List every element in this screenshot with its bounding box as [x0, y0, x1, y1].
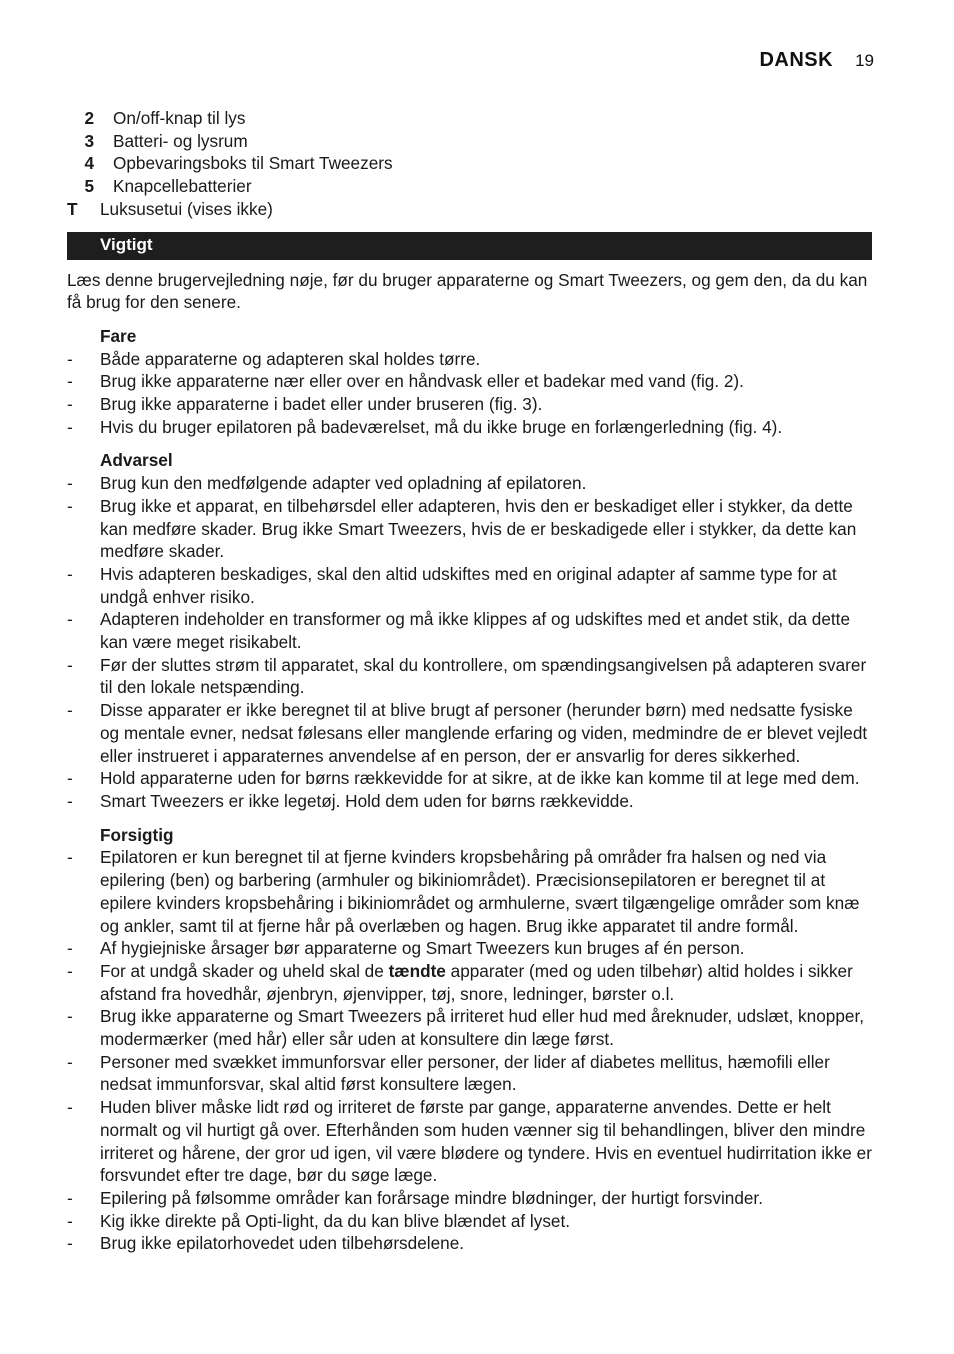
list-item: - Huden bliver måske lidt rød og irriteret de første par gange, apparaterne anvendes. Dette er helt normalt og vil hurtigt gå over. Efterhånden som huden vænner sig til behandlingen, bliver den mindre irriteret og hårene, der gror ud igen, vil være blødere og tyndere. Hvis en eventuel hudirritation ikke er forsvundet efter tre dage, bør du søge læge.	[67, 1097, 872, 1186]
list-item-text: Før der sluttes strøm til apparatet, skal du kontrollere, om spændingsangivelsen på adapteren svarer til den lokale netspænding.	[100, 654, 867, 698]
list-item: - Brug ikke apparaterne og Smart Tweezers på irriteret hud eller hud med åreknuder, udslæt, knopper, modermærker (med hår) eller sår uden at konsultere din læge først.	[67, 1005, 872, 1050]
list-item: - Adapteren indeholder en transformer og må ikke klippes af og udskiftes med et andet stik, da dette kan være meget risikabelt.	[67, 608, 872, 653]
legend-number: 3	[84, 130, 94, 151]
list-item-text: Huden bliver måske lidt rød og irriteret de første par gange, apparaterne anvendes. Dette er helt normalt og vil hurtigt gå over. Efterhånden som huden vænner sig til behandlingen, bliver den mindre irriteret og hårene, der gror ud igen, vil være blødere og tyndere. Hvis en eventuel hudirritation ikke er forsvundet efter tre dage, bør du søge læge.	[100, 1097, 872, 1186]
list-item: - Brug kun den medfølgende adapter ved opladning af epilatoren.	[67, 472, 872, 495]
list-item-text: Hvis adapteren beskadiges, skal den altid udskiftes med en original adapter af samme type for at undgå enhver risiko.	[100, 563, 837, 607]
page-header	[759, 49, 874, 72]
list-item-text: Brug ikke epilatorhovedet uden tilbehørsdelene.	[100, 1233, 465, 1254]
language-label: DANSK	[759, 49, 834, 71]
list-item-text: Hvis du bruger epilatoren på badeværelset, må du ikke bruge en forlængerledning (fig. 4).	[100, 416, 783, 437]
list-item-text: Brug kun den medfølgende adapter ved opladning af epilatoren.	[100, 473, 587, 494]
list-item: - Af hygiejniske årsager bør apparaterne og Smart Tweezers kun bruges af én person.	[67, 937, 872, 960]
fare-heading: Fare	[100, 325, 137, 346]
list-item-text: Adapteren indeholder en transformer og må ikke klippes af og udskiftes med et andet stik, da dette kan være meget risikabelt.	[100, 609, 850, 653]
intro-paragraph: Læs denne brugervejledning nøje, før du bruger apparaterne og Smart Tweezers, og gem den, da du kan få brug for den senere.	[67, 269, 868, 313]
list-item: - Brug ikke apparaterne i badet eller under bruseren (fig. 3).	[67, 393, 872, 416]
list-item-text: Hold apparaterne uden for børns rækkevidde for at sikre, at de ikke kan komme til at lege med dem.	[100, 768, 860, 789]
legend-number: T	[67, 198, 78, 219]
page-content	[67, 107, 872, 1255]
page-number: 19	[855, 51, 874, 70]
list-item-text: Brug ikke apparaterne i badet eller under bruseren (fig. 3).	[100, 394, 543, 415]
list-item-text: Brug ikke apparaterne nær eller over en håndvask eller et badekar med vand (fig. 2).	[100, 371, 744, 392]
list-item: - Hold apparaterne uden for børns rækkevidde for at sikre, at de ikke kan komme til at lege med dem.	[67, 767, 872, 790]
advarsel-heading: Advarsel	[100, 450, 173, 471]
list-item-text: Epilatoren er kun beregnet til at fjerne kvinders kropsbehåring på områder fra halsen og ned via epilering (ben) og barbering (armhuler og bikiniområdet). Præcisionsepilatoren er beregnet til at epilere kvinders kropsbehåring i bikiniområdet og armhulerne, svært tilgængelige områder som knæ og ankler, samt til at fjerne hår på overlæben og hagen. Brug ikke apparatet til andre formål.	[100, 847, 860, 936]
list-item: - Hvis du bruger epilatoren på badeværelset, må du ikke bruge en forlængerledning (fig. 4).	[67, 416, 872, 439]
list-item: - Hvis adapteren beskadiges, skal den altid udskiftes med en original adapter af samme type for at undgå enhver risiko.	[67, 563, 872, 608]
list-item-text: Både apparaterne og adapteren skal holdes tørre.	[100, 348, 481, 369]
list-item-text: Af hygiejniske årsager bør apparaterne og Smart Tweezers kun bruges af én person.	[100, 938, 745, 959]
legend-number: 2	[84, 108, 94, 128]
forsigtig-list	[67, 846, 872, 1255]
list-item: - Personer med svækket immunforsvar eller personer, der lider af diabetes mellitus, hæmofili eller nedsat immunforsvar, skal altid først konsultere lægen.	[67, 1051, 872, 1096]
list-item: - Smart Tweezers er ikke legetøj. Hold dem uden for børns rækkevidde.	[67, 790, 872, 813]
section-title-bar	[67, 232, 872, 260]
text-run: For at undgå skader og uheld skal de	[100, 960, 389, 981]
legend-text: Luksusetui (vises ikke)	[100, 198, 273, 219]
legend-item	[67, 130, 872, 153]
list-item: - Epilering på følsomme områder kan forårsage mindre blødninger, der hurtigt forsvinder.	[67, 1187, 872, 1210]
fare-list	[67, 348, 872, 439]
list-item: - Brug ikke apparaterne nær eller over en håndvask eller et badekar med vand (fig. 2).	[67, 370, 872, 393]
section-title: Vigtigt	[100, 235, 153, 255]
list-item: - Både apparaterne og adapteren skal holdes tørre.	[67, 348, 872, 371]
list-item: - Disse apparater er ikke beregnet til at blive brugt af personer (herunder børn) med nedsatte fysiske og mentale evner, nedsat følesans eller manglende erfaring og viden, medmindre de er blevet vejledt eller instrueret i apparaternes anvendelse af en person, der er ansvarlig for deres sikkerhed.	[67, 699, 872, 767]
legend-text: Batteri- og lysrum	[113, 130, 248, 151]
legend-text: Opbevaringsboks til Smart Tweezers	[113, 153, 393, 174]
list-item: - Epilatoren er kun beregnet til at fjerne kvinders kropsbehåring på områder fra halsen og ned via epilering (ben) og barbering (armhuler og bikiniområdet). Præcisionsepilatoren er beregnet til at epilere kvinders kropsbehåring i bikiniområdet og armhulerne, svært tilgængelige områder som knæ og ankler, samt til at fjerne hår på overlæben og hagen. Brug ikke apparatet til andre formål.	[67, 846, 872, 937]
list-item-text: Epilering på følsomme områder kan forårsage mindre blødninger, der hurtigt forsvinder.	[100, 1187, 763, 1208]
parts-legend	[67, 107, 872, 221]
list-item-text: Smart Tweezers er ikke legetøj. Hold dem uden for børns rækkevidde.	[100, 790, 634, 811]
list-item-text	[100, 960, 872, 1005]
list-item: - For at undgå skader og uheld skal de tændte apparater (med og uden tilbehør) altid holdes i sikker afstand fra hovedhår, øjenbryn, øjenvipper, tøj, snore, ledninger, børster o.l.	[67, 960, 872, 1005]
advarsel-list	[67, 472, 872, 813]
legend-number: 5	[84, 176, 94, 197]
list-item-text: Disse apparater er ikke beregnet til at blive brugt af personer (herunder børn) med nedsatte fysiske og mentale evner, nedsat følesans eller manglende erfaring og viden, medmindre de er blevet vejledt eller instrueret i apparaternes anvendelse af en person, der er ansvarlig for deres sikkerhed.	[100, 700, 868, 766]
list-item-text: Personer med svækket immunforsvar eller personer, der lider af diabetes mellitus, hæmofili eller nedsat immunforsvar, skal altid først konsultere lægen.	[100, 1051, 830, 1095]
legend-text: Knapcellebatterier	[113, 176, 252, 197]
emphasis-text: tændte	[388, 960, 446, 981]
legend-item	[67, 175, 872, 198]
list-item: - Før der sluttes strøm til apparatet, skal du kontrollere, om spændingsangivelsen på adapteren svarer til den lokale netspænding.	[67, 654, 872, 699]
legend-item	[67, 107, 872, 130]
text-run: apparater (med og uden tilbehør) altid holdes i sikker afstand fra hovedhår, øjenbryn, øjenvipper, tøj, snore, ledninger, børster o.l.	[100, 960, 853, 1004]
list-item: - Brug ikke epilatorhovedet uden tilbehørsdelene.	[67, 1232, 872, 1255]
list-item-text: Brug ikke et apparat, en tilbehørsdel eller adapteren, hvis den er beskadiget eller i stykker, da dette kan medføre skader. Brug ikke Smart Tweezers, hvis de er beskadigede eller i stykker, da dette kan medføre skader.	[100, 495, 857, 562]
legend-item	[67, 152, 872, 175]
legend-number: 4	[84, 153, 94, 174]
list-item: - Brug ikke et apparat, en tilbehørsdel eller adapteren, hvis den er beskadiget eller i stykker, da dette kan medføre skader. Brug ikke Smart Tweezers, hvis de er beskadigede eller i stykker, da dette kan medføre skader.	[67, 495, 872, 563]
legend-text: On/off-knap til lys	[113, 108, 246, 128]
forsigtig-heading: Forsigtig	[100, 824, 174, 845]
list-item: - Kig ikke direkte på Opti-light, da du kan blive blændet af lyset.	[67, 1210, 872, 1233]
legend-item	[67, 198, 872, 221]
list-item-text: Brug ikke apparaterne og Smart Tweezers på irriteret hud eller hud med åreknuder, udslæt, knopper, modermærker (med hår) eller sår uden at konsultere din læge først.	[100, 1006, 864, 1050]
list-item-text: Kig ikke direkte på Opti-light, da du kan blive blændet af lyset.	[100, 1210, 571, 1231]
